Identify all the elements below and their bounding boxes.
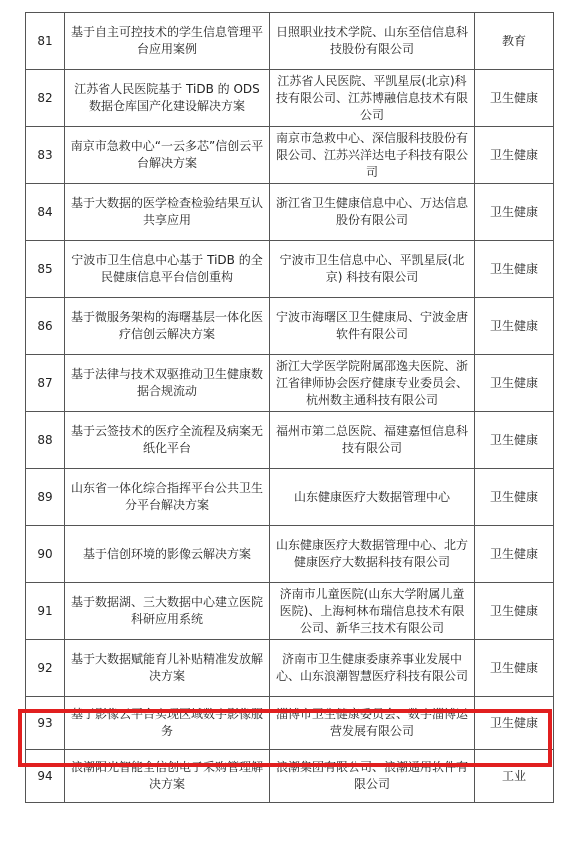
cases-table	[25, 12, 554, 803]
table-row	[26, 583, 554, 640]
organization: 山东健康医疗大数据管理中心	[270, 469, 475, 526]
row-number: 90	[26, 526, 65, 583]
industry: 工业	[475, 750, 554, 803]
industry: 卫生健康	[475, 127, 554, 184]
industry: 卫生健康	[475, 70, 554, 127]
organization: 宁波市卫生信息中心、平凯星辰(北京) 科技有限公司	[270, 241, 475, 298]
case-name: 基于大数据的医学检查检验结果互认共享应用	[65, 184, 270, 241]
row-number: 82	[26, 70, 65, 127]
row-number: 88	[26, 412, 65, 469]
case-name: 宁波市卫生信息中心基于 TiDB 的全民健康信息平台信创重构	[65, 241, 270, 298]
industry: 卫生健康	[475, 298, 554, 355]
row-number: 85	[26, 241, 65, 298]
table-row	[26, 184, 554, 241]
industry: 教育	[475, 13, 554, 70]
organization: 浙江大学医学院附属邵逸夫医院、浙江省律师协会医疗健康专业委员会、杭州数主通科技有限公司	[270, 355, 475, 412]
organization: 浪潮集团有限公司、浪潮通用软件有限公司	[270, 750, 475, 803]
industry: 卫生健康	[475, 469, 554, 526]
organization: 江苏省人民医院、平凯星辰(北京)科技有限公司、江苏博融信息技术有限公司	[270, 70, 475, 127]
case-name: 基于自主可控技术的学生信息管理平台应用案例	[65, 13, 270, 70]
table-row	[26, 750, 554, 803]
case-name: 基于影像云平台实现区域数字影像服务	[65, 697, 270, 750]
industry: 卫生健康	[475, 241, 554, 298]
industry: 卫生健康	[475, 184, 554, 241]
organization: 济南市卫生健康委康养事业发展中心、山东浪潮智慧医疗科技有限公司	[270, 640, 475, 697]
table-row	[26, 70, 554, 127]
table-row	[26, 640, 554, 697]
table-row	[26, 127, 554, 184]
case-name: 南京市急救中心“一云多芯”信创云平台解决方案	[65, 127, 270, 184]
case-name: 基于云签技术的医疗全流程及病案无纸化平台	[65, 412, 270, 469]
case-name: 基于微服务架构的海曙基层一体化医疗信创云解决方案	[65, 298, 270, 355]
case-name: 江苏省人民医院基于 TiDB 的 ODS 数据仓库国产化建设解决方案	[65, 70, 270, 127]
row-number: 94	[26, 750, 65, 803]
industry: 卫生健康	[475, 697, 554, 750]
case-name: 基于大数据赋能育儿补贴精准发放解决方案	[65, 640, 270, 697]
organization: 福州市第二总医院、福建嘉恒信息科技有限公司	[270, 412, 475, 469]
table-row-highlighted	[26, 697, 554, 750]
row-number: 87	[26, 355, 65, 412]
table-row	[26, 355, 554, 412]
industry: 卫生健康	[475, 412, 554, 469]
organization: 浙江省卫生健康信息中心、万达信息股份有限公司	[270, 184, 475, 241]
organization: 南京市急救中心、深信服科技股份有限公司、江苏兴洋达电子科技有限公司	[270, 127, 475, 184]
row-number: 83	[26, 127, 65, 184]
row-number: 92	[26, 640, 65, 697]
case-name: 基于信创环境的影像云解决方案	[65, 526, 270, 583]
row-number: 81	[26, 13, 65, 70]
row-number: 84	[26, 184, 65, 241]
industry: 卫生健康	[475, 526, 554, 583]
table-row	[26, 412, 554, 469]
industry: 卫生健康	[475, 583, 554, 640]
case-name: 浪潮阳光智能全信创电子采购管理解决方案	[65, 750, 270, 803]
table-row	[26, 526, 554, 583]
industry: 卫生健康	[475, 355, 554, 412]
case-name: 山东省一体化综合指挥平台公共卫生分平台解决方案	[65, 469, 270, 526]
row-number: 86	[26, 298, 65, 355]
table-row	[26, 469, 554, 526]
row-number: 89	[26, 469, 65, 526]
table-row	[26, 241, 554, 298]
case-name: 基于数据湖、三大数据中心建立医院科研应用系统	[65, 583, 270, 640]
table-row	[26, 13, 554, 70]
row-number: 93	[26, 697, 65, 750]
organization: 淄博市卫生健康委员会、数字淄博运营发展有限公司	[270, 697, 475, 750]
organization: 日照职业技术学院、山东至信信息科技股份有限公司	[270, 13, 475, 70]
case-name: 基于法律与技术双驱推动卫生健康数据合规流动	[65, 355, 270, 412]
organization: 山东健康医疗大数据管理中心、北方健康医疗大数据科技有限公司	[270, 526, 475, 583]
industry: 卫生健康	[475, 640, 554, 697]
organization: 宁波市海曙区卫生健康局、宁波金唐软件有限公司	[270, 298, 475, 355]
row-number: 91	[26, 583, 65, 640]
organization: 济南市儿童医院(山东大学附属儿童医院)、上海柯林布瑞信息技术有限公司、新华三技术有限公司	[270, 583, 475, 640]
table-row	[26, 298, 554, 355]
